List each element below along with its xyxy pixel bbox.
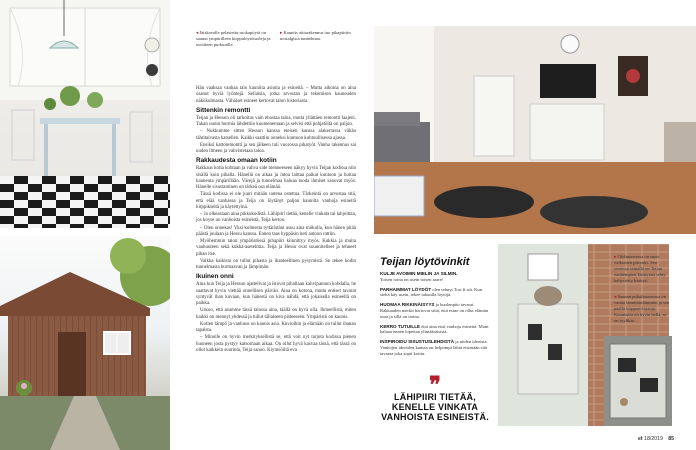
caption-sauna-text: Saunan pukuhuoneessa on vanha lämmöinlämmön ja sen päällä kirppari-löytöjä. Kauneutta on hyvin hellä, se on tyylikäs. [614,294,670,323]
caption-window [280,30,356,42]
photo-living-room [374,26,696,234]
tip-4-text: että aina etsit vanhoja esineitä. Moni haluaa ennen lopettaa ylimääräisistä. [380,323,489,335]
page-folio [638,436,674,442]
photo-stove [604,336,672,426]
folio-issue: 18/2019 [644,436,663,442]
tip-1 [380,271,490,283]
tip-4 [380,324,490,336]
caption-kitchen-text: Jätskavalle pelastettu ruokapöytä on saanut ympärilleen kirppulöytötuoleja ja osoitteen purkuuille. [196,30,271,47]
folio-page-number: 85 [668,436,675,442]
paragraph: Rakkaus kotia kohtaan ja vahva side menneeseen näkyy hyvin Teijan kodissa niin sisällä kuin pihalla. Hänellä on aikaa ja intoa laittaa paikat kuntoon ja hoitaa kauneuta ympärillään. Värejä ja tunnelmaa haluaa tuoda ihmiset sanovat myös. Hänelle sisustaminen on tärkeä osa elämää. [196,166,356,190]
article-intro: Hän vaaksaa vanhaa talo kauniita asioita ja esineitä. – Mutta aikoina on aina osanut hyviä lyöntejä. Sellaisia, jotka arvostan ja tekemisen kauneuden näkökulmasta. Vähäiset esineet kertovat talon historiasta. [196,86,356,104]
caption-arrow-icon: ▸ [614,254,618,259]
pull-quote [380,372,490,422]
tip-5-label: INSPIROIDU SISUSTUSLEHDISTÄ [380,339,455,345]
checkered-floor [0,176,170,228]
paragraph: Tässä kodissa ei ole juuri mitään uutena ostettua. Tärkeintä on arvostaa sitä, että elää vanhassa ja Teija on löytänyt paljon kauniita vanhoja esineitä kirppikseltä ja käytettyinä. [196,192,356,210]
paragraph: – Ja oikeastaan aina pikkukodistä. Lähipiiri tietää, kenelle vinkata tai lahjoittaa, jos koyse on vanhoista esineistä, Teija kertoo. [196,212,356,224]
tip-3 [380,302,490,319]
caption-arrow-icon: ◂ [196,30,200,35]
paragraph: – Olen onnekas! Yksi kolmesta tyttäristäni asuu aina mökulla, kun hänen pitää päästä joulaan ja Hessu kanssa. Ennen taas hyppäsin heti autoon rattiin. [196,225,356,237]
tip-1-label: KULJE AVOIMIN MIELIN JA SILMIN. [380,271,458,276]
tip-2 [380,287,490,299]
caption-living-text: Olohuoneessa on suuri valkoinen piironki. Sen vieressä seinällä on Teijan vanhempien käsityönä tehty kehystetty käsityö. [614,254,666,283]
caption-arrow-icon: ◂ [614,294,618,299]
folio-magazine: et [638,436,643,442]
paragraph: Myöhemmin talon ympäristössä pihapiiri kiinnittyy myös. Kukkia ja muita vanhuuteen sekä kukka-asetelmia. Teija ja Hessu ovat suunnitelleet ja tehneet pihan itse. [196,239,356,257]
subhead-ikuinen-onni: Ikuinen onni [196,273,234,281]
tip-3-text: ja huolenpito tavarat. Rakkauden merkit kertovat siitä, että esine on ollut elämän osaa ja sillä on tarina. [380,302,489,319]
paragraph: Ensiksi kattoremontti ja sen jälkeen tuli vuorossa pihatyöt. Vanha rakennus sai uuden ilmeen ja vahvistetaan taloa. [196,142,356,154]
living-room-illustration [374,26,696,234]
pull-quote-text: LÄHIPIIRI TIETÄÄ, KENELLE VINKATA VANHOISTA ESINEISTÄ. [381,392,489,422]
photo-kitchen [0,0,170,228]
article-body [196,86,356,355]
paragraph: Aina kun Teija ja Hessun ajattelivat ja istuvat pihallaan kahvipannun kohdalla, he saattavat hyvin viettää onnellisen päivän. Aina on kotona, mutta entiset tavarat syntyvät ihan kuvaan, kun hänestä on kiva nähdä, että jokaisella esineellä on paikka. [196,282,356,306]
tip-5-text: ja niiden ideoista. Vanhojen ideoiden kanssa on helpompi lähtä etsimään sitä tavaraa joka sopii kotiin. [380,339,488,356]
quote-mark-icon: ❞ [429,372,441,397]
stove-illustration [604,336,672,426]
paragraph: Vaikka kaikista on tullut pihasta ja ihanteellinen pysymistä. Se tekee kodin tunnelmasta hurmaavan ja lämpimän. [196,258,356,270]
paragraph: – Nukkumme sitten Hessun kanssa eteisen kanssa alakerrassa vähän tähtitaivasta katsellen. Kaikki saattiin onneksi kuntoon kohtuullisessa ajassa. [196,129,356,141]
subhead-rakkaudesta: Rakkaudesta omaan kotiin [196,157,277,165]
caption-kitchen [196,30,274,48]
tip-5 [380,339,490,356]
caption-living [614,254,670,284]
caption-arrow-icon: ▸ [280,30,284,35]
tip-4-label: KERRO TUTUILLE [380,323,421,329]
tip-2-text: olen tehnyt Tori.fi:stä. Kun sieltä käy usein, tekee takuulla löytöjä. [380,286,483,298]
subhead-remontti: Sittenkin remontti [196,106,251,114]
caption-sauna [614,294,670,334]
shed-illustration [0,236,170,450]
paragraph: Kotien lämpö ja vanhuus on kaunis asia. Kuvioihin ja elämään on tullut ihanan tapaista. [196,321,356,333]
photo-shed [0,236,170,450]
paragraph: – Minulle on hyvin merkityksellistä se, että voit nyt tarjota kodissa pienen huoneen josta pystyy katsomaan aikaa. On ollut hyvä kasvaa tässä, että tässä on ollut kaikkein suurinta, Teija sanoo. Kiymsöillä eva [196,335,356,353]
caption-window-text: Kauniis aittarakennus tuo pihapiiriin nostalgista tunnelmaa. [280,30,351,41]
tips-title: Teijan löytövinkit [380,256,470,268]
tip-1-text: Toisen roina on usein toisen aarre! [380,276,444,282]
paragraph: Uskoo, että asumme tässä talossa aina, täällä on hyvä olla. Ihmeellistä, miten kaikki on mennyt yhdessä ja tullut tällaiseen pisteeseen. Ympäristö on kaunis. [196,308,356,320]
paragraph: Teijan ja Hessun oli tarkoitus vain ehostaa taloa, mutta yllättäen remontti laajeni. Takan uunin hormia lähdettiin kuumenemaan ja selvisi että pohjatöitä on paljon. [196,115,356,127]
tips-box [380,256,490,357]
tip-2-label: PARHAIMMAT LÖYDÖT [380,286,432,292]
tip-3-label: HUOMAA RIKKINÄISYYS [380,302,435,308]
